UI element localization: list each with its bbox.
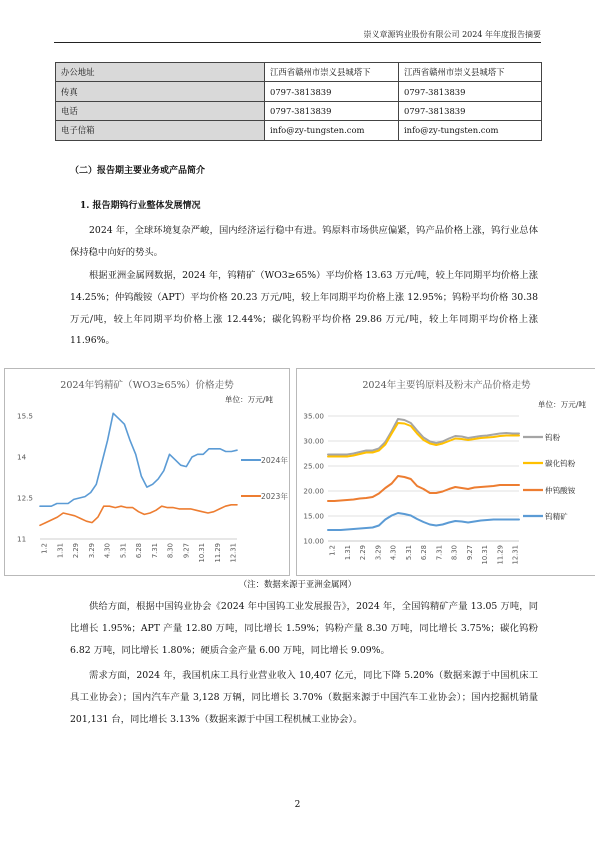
x-tick-label: 12.31 [229, 543, 238, 563]
legend-label: 2024年 [261, 456, 288, 465]
page-header: 崇义章源钨业股份有限公司 2024 年年度报告摘要 [363, 30, 541, 39]
y-tick-label: 15.00 [303, 511, 324, 521]
row-label: 办公地址 [56, 63, 265, 82]
legend-label: 仲钨酸铵 [545, 486, 576, 495]
paragraph-intro [70, 220, 538, 264]
row-value: info@zy-tungsten.com [265, 121, 399, 140]
y-tick-label: 11 [17, 534, 27, 544]
row-value: 江西省赣州市崇义县城塔下 [399, 63, 542, 82]
chart-plot [5, 369, 289, 575]
paragraph-supply [70, 596, 538, 661]
x-tick-label: 7.31 [435, 545, 444, 561]
row-value: info@zy-tungsten.com [399, 121, 542, 140]
row-label: 传真 [56, 82, 265, 101]
x-tick-label: 5.31 [404, 545, 413, 561]
legend-label: 2023年 [261, 492, 288, 501]
y-tick-label: 35.00 [303, 411, 324, 421]
paragraph-prices [70, 265, 538, 352]
x-tick-label: 3.29 [87, 543, 96, 559]
y-tick-label: 10.00 [303, 536, 324, 546]
x-tick-label: 1.31 [56, 543, 65, 559]
x-tick-label: 4.30 [389, 545, 398, 561]
x-tick-label: 11.29 [496, 545, 505, 565]
chart-tungsten-concentrate [4, 368, 290, 576]
x-tick-label: 7.31 [150, 543, 159, 559]
series-line [328, 423, 519, 457]
row-value: 0797-3813839 [399, 101, 542, 120]
chart-plot [297, 369, 595, 575]
row-value: 0797-3813839 [399, 82, 542, 101]
row-label: 电子信箱 [56, 121, 265, 140]
x-tick-label: 6.28 [420, 545, 428, 561]
y-tick-label: 30.00 [303, 436, 324, 446]
chart-tungsten-products [296, 368, 595, 576]
y-tick-label: 12.5 [17, 493, 34, 503]
paragraph-text: 根据亚洲金属网数据，2024 年，钨精矿（WO3≥65%）平均价格 13.63 万元/吨，较上年同期平均价格上涨 14.25%；仲钨酸铵（APT）平均价格 20.23 万元/吨，较上年同期平均价格上涨 12.95%；钨粉平均价格 30.38 万元/吨，较上年同期平均价格上涨 12.44%；碳化钨粉平均价格 29.86 万元/吨，较上年同期平均价格上涨 11.96%。 [70, 270, 538, 347]
y-tick-label: 20.00 [303, 486, 324, 496]
x-tick-label: 10.31 [481, 545, 489, 565]
x-tick-label: 9.27 [465, 545, 474, 561]
x-tick-label: 1.31 [343, 545, 352, 561]
row-value: 江西省赣州市崇义县城塔下 [265, 63, 399, 82]
x-tick-label: 1.2 [328, 545, 337, 556]
subsection-heading: 1. 报告期钨行业整体发展情况 [80, 201, 201, 211]
page-number: 2 [294, 800, 301, 810]
contact-info-table [55, 62, 542, 141]
x-tick-label: 8.30 [166, 543, 175, 559]
table-row [56, 63, 542, 82]
x-tick-label: 3.29 [374, 545, 383, 561]
x-tick-label: 10.31 [198, 543, 206, 563]
y-tick-label: 25.00 [303, 461, 324, 471]
series-line [40, 505, 237, 526]
chart-source-note: （注：数据来源于亚洲金属网） [238, 579, 357, 589]
legend-label: 钨粉 [545, 433, 561, 442]
y-tick-label: 15.5 [17, 411, 34, 421]
x-tick-label: 12.31 [511, 545, 520, 565]
x-tick-label: 1.2 [40, 543, 49, 554]
series-line [328, 513, 519, 530]
table-row [56, 121, 542, 140]
series-line [40, 413, 237, 506]
chart-unit: 单位：万元/吨 [224, 395, 273, 404]
legend-label: 钨精矿 [545, 512, 568, 521]
x-tick-label: 4.30 [103, 543, 112, 559]
x-tick-label: 9.27 [182, 543, 191, 559]
paragraph-text: 2024 年，全球环境复杂严峻，国内经济运行稳中有进。钨原料市场供应偏紧，钨产品价格上涨，钨行业总体保持稳中向好的势头。 [70, 225, 538, 258]
table-row [56, 82, 542, 101]
x-tick-label: 2.29 [72, 543, 80, 559]
header-rule [54, 42, 541, 43]
paragraph-demand [70, 665, 538, 730]
chart-title: 2024年主要钨原料及粉末产品价格走势 [362, 380, 531, 391]
row-value: 0797-3813839 [265, 101, 399, 120]
chart-title: 2024年钨精矿（WO3≥65%）价格走势 [60, 380, 234, 391]
x-tick-label: 6.28 [135, 543, 143, 559]
y-tick-label: 14 [17, 452, 27, 462]
section-heading: （二）报告期主要业务或产品简介 [70, 166, 206, 176]
x-tick-label: 2.29 [359, 545, 367, 561]
x-tick-label: 5.31 [119, 543, 128, 559]
paragraph-text: 供给方面，根据中国钨业协会《2024 年中国钨工业发展报告》，2024 年，全国钨精矿产量 13.05 万吨，同比增长 1.95%；APT 产量 12.80 万吨，同比增长 1.59%；钨粉产量 8.30 万吨，同比增长 3.75%；碳化钨粉 6.82 万吨，同比增长 1.80%；硬质合金产量 6.00 万吨，同比增长 9.09%。 [70, 601, 538, 656]
x-tick-label: 11.29 [213, 543, 222, 563]
table-row [56, 101, 542, 120]
chart-unit: 单位：万元/吨 [537, 400, 586, 409]
series-line [328, 476, 519, 501]
legend-label: 碳化钨粉 [545, 459, 576, 468]
x-tick-label: 8.30 [450, 545, 459, 561]
paragraph-text: 需求方面，2024 年，我国机床工具行业营业收入 10,407 亿元，同比下降 5.20%（数据来源于中国机床工具工业协会）；国内汽车产量 3,128 万辆，同比增长 3.70%（数据来源于中国汽车工业协会）；国内挖掘机销量 201,131 台，同比增长 3.13%（数据来源于中国工程机械工业协会）。 [70, 670, 538, 725]
row-value: 0797-3813839 [265, 82, 399, 101]
row-label: 电话 [56, 101, 265, 120]
